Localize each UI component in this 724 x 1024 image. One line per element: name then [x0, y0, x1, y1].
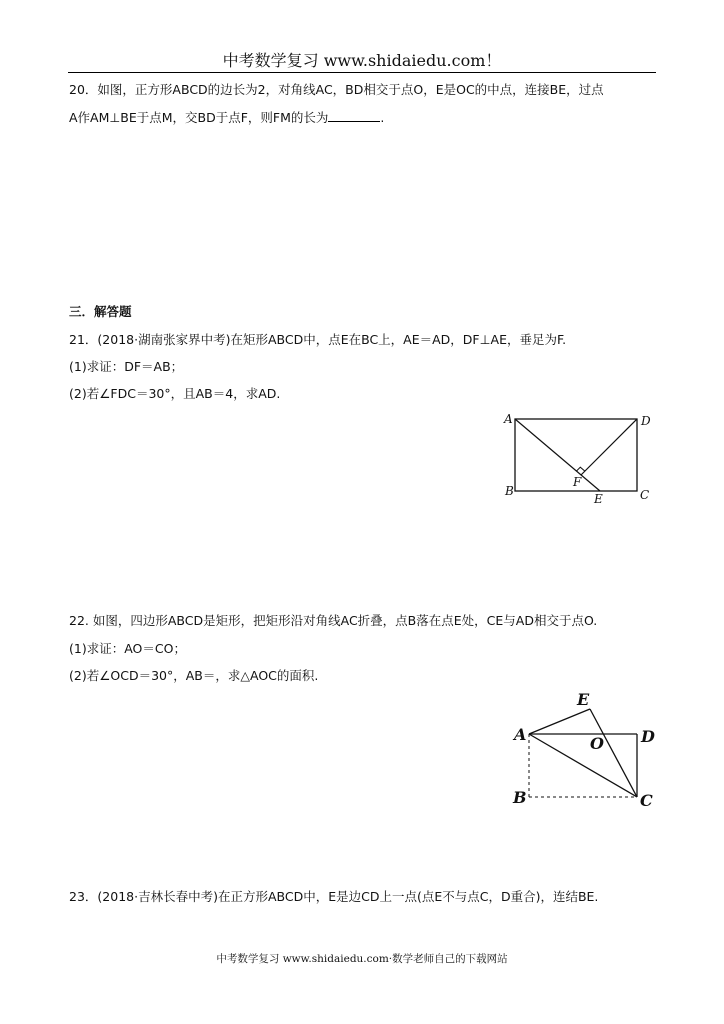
- header-rule: [68, 72, 656, 73]
- q22-segment-AE: [529, 709, 590, 734]
- page-footer: 中考数学复习 www.shidaiedu.com·数学老师自己的下载网站: [216, 953, 508, 965]
- q21-segment-DF: [581, 419, 637, 475]
- q22-stem: 22. 如图，四边形ABCD是矩形，把矩形沿对角线AC折叠，点B落在点E处，CE与AD相交于点O.: [69, 613, 598, 628]
- q21-label-A: A: [504, 412, 513, 426]
- q21-label-B: B: [505, 484, 514, 498]
- q21-label-F: F: [573, 475, 582, 489]
- q22-part1: (1)求证：AO＝CO；: [69, 641, 186, 656]
- q22-label-O: O: [590, 734, 604, 753]
- q21-segment-AE: [515, 419, 600, 491]
- q22-label-B: B: [513, 788, 527, 807]
- q20-answer-blank: [328, 110, 380, 122]
- page-header: 中考数学复习 www.shidaiedu.com！: [222, 51, 502, 70]
- q20-line2-end: .: [380, 110, 385, 125]
- q22-label-A: A: [514, 725, 527, 744]
- q21-part1: (1)求证：DF＝AB；: [69, 359, 184, 374]
- q20-line1: 20．如图，正方形ABCD的边长为2，对角线AC，BD相交于点O，E是OC的中点，连接BE，过点: [69, 82, 604, 97]
- q21-stem: 21．(2018·湖南张家界中考)在矩形ABCD中，点E在BC上，AE＝AD，DF⊥AE，垂足为F.: [69, 332, 567, 347]
- q23-stem: 23．(2018·吉林长春中考)在正方形ABCD中，E是边CD上一点(点E不与点C，D重合)，连结BE.: [69, 889, 599, 904]
- q22-label-E: E: [577, 690, 590, 709]
- q20-line2: [69, 108, 384, 126]
- q21-part2: (2)若∠FDC＝30°，且AB＝4，求AD.: [69, 386, 281, 401]
- q21-right-angle-mark: [576, 467, 585, 471]
- q21-label-D: D: [641, 414, 651, 428]
- q21-label-E: E: [594, 492, 603, 506]
- section-title: 三．解答题: [69, 304, 132, 319]
- q20-line2-text: A作AM⊥BE于点M，交BD于点F，则FM的长为: [69, 110, 329, 125]
- q22-label-C: C: [640, 791, 653, 810]
- q22-label-D: D: [641, 727, 655, 746]
- q21-figure: [500, 408, 660, 508]
- q21-label-C: C: [640, 488, 650, 502]
- q22-figure: [508, 686, 668, 816]
- q22-part2: (2)若∠OCD＝30°，AB＝，求△AOC的面积.: [69, 668, 319, 683]
